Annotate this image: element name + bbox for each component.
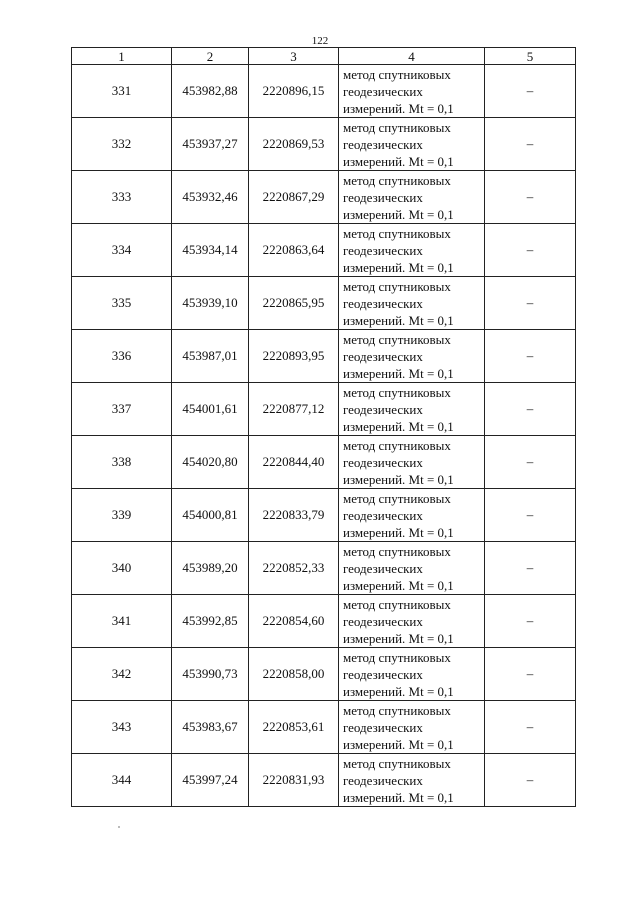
- table-row: [72, 65, 576, 118]
- method-line: измерений. Mt = 0,1: [343, 365, 454, 381]
- method-line: метод спутниковых: [343, 649, 451, 665]
- method-line: метод спутниковых: [343, 331, 451, 347]
- method-cell: [339, 277, 485, 330]
- method-line: измерений. Mt = 0,1: [343, 630, 454, 646]
- method-line: геодезических: [343, 772, 423, 788]
- point-number-cell: 343: [72, 701, 172, 754]
- table-row: [72, 436, 576, 489]
- point-number-cell: 336: [72, 330, 172, 383]
- method-line: метод спутниковых: [343, 384, 451, 400]
- scan-speck: [118, 826, 120, 828]
- note-cell: –: [485, 436, 576, 489]
- note-cell: –: [485, 489, 576, 542]
- point-number-cell: 337: [72, 383, 172, 436]
- method-line: измерений. Mt = 0,1: [343, 312, 454, 328]
- method-line: метод спутниковых: [343, 119, 451, 135]
- table-header-row: [72, 48, 576, 65]
- x-coordinate-cell: 453939,10: [172, 277, 249, 330]
- point-number-cell: 335: [72, 277, 172, 330]
- method-line: геодезических: [343, 666, 423, 682]
- y-coordinate-cell: 2220858,00: [249, 648, 339, 701]
- x-coordinate-cell: 453987,01: [172, 330, 249, 383]
- method-cell: [339, 489, 485, 542]
- x-coordinate-cell: 453989,20: [172, 542, 249, 595]
- note-cell: –: [485, 595, 576, 648]
- table-row: [72, 489, 576, 542]
- point-number-cell: 341: [72, 595, 172, 648]
- x-coordinate-cell: 453937,27: [172, 118, 249, 171]
- x-coordinate-cell: 454020,80: [172, 436, 249, 489]
- point-number-cell: 334: [72, 224, 172, 277]
- y-coordinate-cell: 2220896,15: [249, 65, 339, 118]
- column-header-1: 1: [72, 48, 172, 65]
- y-coordinate-cell: 2220867,29: [249, 171, 339, 224]
- y-coordinate-cell: 2220852,33: [249, 542, 339, 595]
- method-line: измерений. Mt = 0,1: [343, 153, 454, 169]
- y-coordinate-cell: 2220833,79: [249, 489, 339, 542]
- note-cell: –: [485, 542, 576, 595]
- x-coordinate-cell: 454001,61: [172, 383, 249, 436]
- method-line: геодезических: [343, 83, 423, 99]
- note-cell: –: [485, 118, 576, 171]
- method-cell: [339, 542, 485, 595]
- table-row: [72, 542, 576, 595]
- method-line: измерений. Mt = 0,1: [343, 789, 454, 805]
- column-header-3: 3: [249, 48, 339, 65]
- table-row: [72, 277, 576, 330]
- method-line: измерений. Mt = 0,1: [343, 736, 454, 752]
- x-coordinate-cell: 453932,46: [172, 171, 249, 224]
- point-number-cell: 344: [72, 754, 172, 807]
- table-row: [72, 648, 576, 701]
- x-coordinate-cell: 453990,73: [172, 648, 249, 701]
- method-cell: [339, 701, 485, 754]
- note-cell: –: [485, 383, 576, 436]
- method-line: измерений. Mt = 0,1: [343, 524, 454, 540]
- note-cell: –: [485, 277, 576, 330]
- method-cell: [339, 595, 485, 648]
- column-header-5: 5: [485, 48, 576, 65]
- note-cell: –: [485, 701, 576, 754]
- note-cell: –: [485, 65, 576, 118]
- method-line: геодезических: [343, 560, 423, 576]
- table-row: [72, 383, 576, 436]
- y-coordinate-cell: 2220865,95: [249, 277, 339, 330]
- method-line: измерений. Mt = 0,1: [343, 418, 454, 434]
- method-cell: [339, 436, 485, 489]
- table-row: [72, 171, 576, 224]
- table-row: [72, 224, 576, 277]
- method-line: измерений. Mt = 0,1: [343, 683, 454, 699]
- y-coordinate-cell: 2220893,95: [249, 330, 339, 383]
- method-line: метод спутниковых: [343, 543, 451, 559]
- note-cell: –: [485, 171, 576, 224]
- table-row: [72, 595, 576, 648]
- method-line: геодезических: [343, 242, 423, 258]
- method-line: геодезических: [343, 507, 423, 523]
- note-cell: –: [485, 754, 576, 807]
- method-line: измерений. Mt = 0,1: [343, 471, 454, 487]
- method-line: измерений. Mt = 0,1: [343, 259, 454, 275]
- method-line: метод спутниковых: [343, 66, 451, 82]
- method-cell: [339, 118, 485, 171]
- method-cell: [339, 224, 485, 277]
- method-cell: [339, 754, 485, 807]
- y-coordinate-cell: 2220831,93: [249, 754, 339, 807]
- x-coordinate-cell: 454000,81: [172, 489, 249, 542]
- method-cell: [339, 648, 485, 701]
- method-line: геодезических: [343, 295, 423, 311]
- y-coordinate-cell: 2220853,61: [249, 701, 339, 754]
- method-line: метод спутниковых: [343, 172, 451, 188]
- column-header-4: 4: [339, 48, 485, 65]
- method-line: метод спутниковых: [343, 225, 451, 241]
- note-cell: –: [485, 330, 576, 383]
- point-number-cell: 333: [72, 171, 172, 224]
- y-coordinate-cell: 2220877,12: [249, 383, 339, 436]
- y-coordinate-cell: 2220854,60: [249, 595, 339, 648]
- note-cell: –: [485, 224, 576, 277]
- x-coordinate-cell: 453997,24: [172, 754, 249, 807]
- y-coordinate-cell: 2220869,53: [249, 118, 339, 171]
- method-line: геодезических: [343, 613, 423, 629]
- x-coordinate-cell: 453992,85: [172, 595, 249, 648]
- method-cell: [339, 65, 485, 118]
- method-line: измерений. Mt = 0,1: [343, 100, 454, 116]
- method-line: метод спутниковых: [343, 490, 451, 506]
- note-cell: –: [485, 648, 576, 701]
- method-line: геодезических: [343, 454, 423, 470]
- point-number-cell: 340: [72, 542, 172, 595]
- method-line: геодезических: [343, 401, 423, 417]
- method-line: измерений. Mt = 0,1: [343, 577, 454, 593]
- method-cell: [339, 171, 485, 224]
- method-line: метод спутниковых: [343, 755, 451, 771]
- point-number-cell: 342: [72, 648, 172, 701]
- table-row: [72, 118, 576, 171]
- point-number-cell: 338: [72, 436, 172, 489]
- x-coordinate-cell: 453934,14: [172, 224, 249, 277]
- x-coordinate-cell: 453983,67: [172, 701, 249, 754]
- x-coordinate-cell: 453982,88: [172, 65, 249, 118]
- method-line: геодезических: [343, 348, 423, 364]
- point-number-cell: 332: [72, 118, 172, 171]
- method-cell: [339, 330, 485, 383]
- method-line: геодезических: [343, 136, 423, 152]
- method-line: геодезических: [343, 189, 423, 205]
- coordinates-table: [71, 47, 576, 807]
- method-line: измерений. Mt = 0,1: [343, 206, 454, 222]
- table-body: [72, 65, 576, 807]
- method-line: метод спутниковых: [343, 596, 451, 612]
- method-cell: [339, 383, 485, 436]
- point-number-cell: 339: [72, 489, 172, 542]
- table-row: [72, 701, 576, 754]
- table-row: [72, 330, 576, 383]
- y-coordinate-cell: 2220844,40: [249, 436, 339, 489]
- method-line: метод спутниковых: [343, 702, 451, 718]
- column-header-2: 2: [172, 48, 249, 65]
- method-line: метод спутниковых: [343, 278, 451, 294]
- page-number: 122: [311, 35, 329, 47]
- method-line: метод спутниковых: [343, 437, 451, 453]
- y-coordinate-cell: 2220863,64: [249, 224, 339, 277]
- point-number-cell: 331: [72, 65, 172, 118]
- method-line: геодезических: [343, 719, 423, 735]
- table-row: [72, 754, 576, 807]
